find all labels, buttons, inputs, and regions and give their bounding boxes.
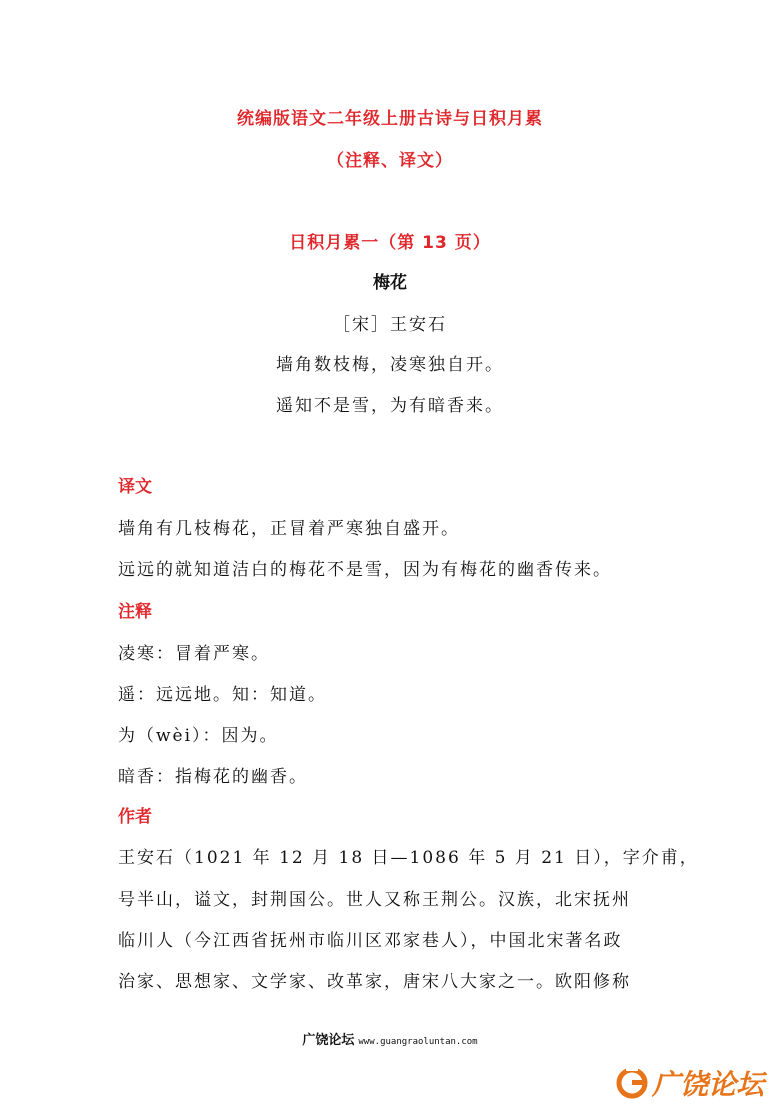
footer-site-name: 广饶论坛 xyxy=(302,1033,355,1048)
author-line: 号半山，谥文，封荆国公。世人又称王荆公。汉族，北宋抚州 xyxy=(118,890,631,910)
author-line: 王安石（1021 年 12 月 18 日—1086 年 5 月 21 日），字介甫， xyxy=(118,848,699,868)
poem-author: ［宋］王安石 xyxy=(333,315,447,335)
document-title: 统编版语文二年级上册古诗与日积月累 xyxy=(237,109,543,129)
site-logo xyxy=(612,1063,780,1103)
logo-text: 广饶论坛 xyxy=(652,1068,765,1101)
notes-label: 注释 xyxy=(118,602,152,622)
document-subtitle: （注释、译文） xyxy=(327,151,453,171)
author-line: 治家、思想家、文学家、改革家，唐宋八大家之一。欧阳修称 xyxy=(118,972,631,992)
poem-line: 遥知不是雪，为有暗香来。 xyxy=(276,396,504,416)
author-label: 作者 xyxy=(118,807,152,827)
translation-line: 远远的就知道洁白的梅花不是雪，因为有梅花的幽香传来。 xyxy=(118,560,612,580)
section-heading: 日积月累一（第 13 页） xyxy=(289,233,491,253)
translation-line: 墙角有几枝梅花，正冒着严寒独自盛开。 xyxy=(118,519,460,539)
note-line: 凌寒：冒着严寒。 xyxy=(118,644,270,664)
author-line: 临川人（今江西省抚州市临川区邓家巷人），中国北宋著名政 xyxy=(118,931,623,951)
footer xyxy=(0,1029,780,1048)
poem-title: 梅花 xyxy=(373,273,407,293)
note-line: 暗香：指梅花的幽香。 xyxy=(118,767,308,787)
note-line: 遥：远远地。知：知道。 xyxy=(118,685,327,705)
footer-url[interactable]: www.guangraoluntan.com xyxy=(358,1037,478,1047)
poem-line: 墙角数枝梅，凌寒独自开。 xyxy=(276,355,504,375)
note-line: 为（wèi）：因为。 xyxy=(118,726,279,746)
logo-icon xyxy=(612,1063,780,1103)
translation-label: 译文 xyxy=(118,477,152,497)
